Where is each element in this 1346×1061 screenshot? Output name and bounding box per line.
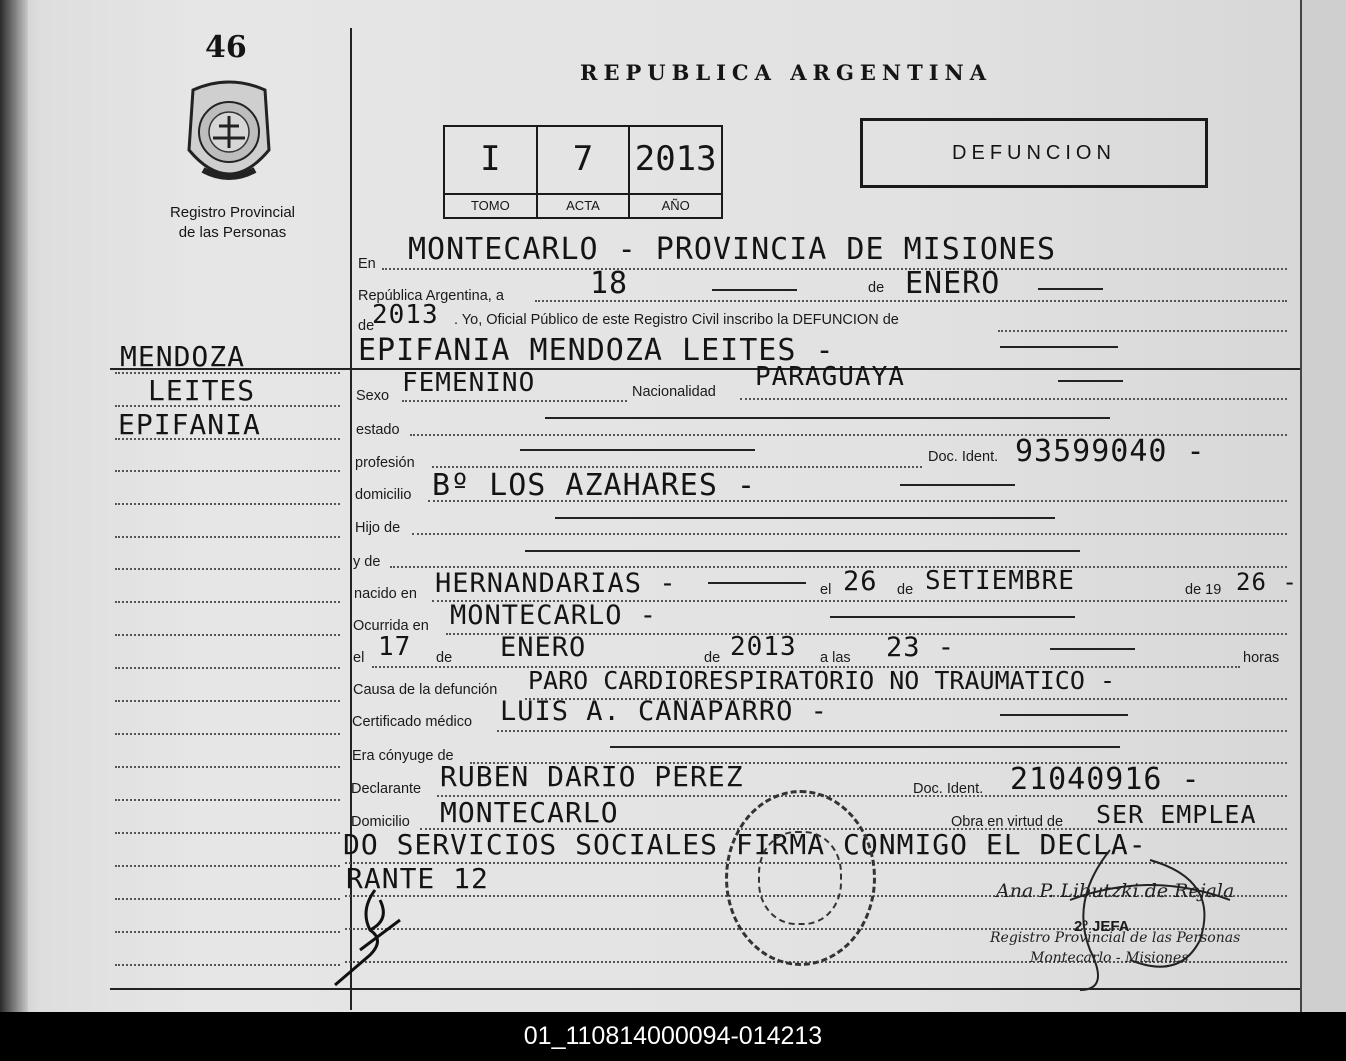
nacido-de-label: de <box>897 582 914 598</box>
death-hour: 23 - <box>886 632 956 663</box>
causa-label: Causa de la defunción <box>353 682 498 698</box>
tomo-label: TOMO <box>445 193 536 217</box>
certificate-value: LUIS A. CANAPARRO - <box>500 696 828 727</box>
republica-label: República Argentina, a <box>358 288 504 304</box>
declarant-signature-icon <box>330 880 410 990</box>
domicilio-value: Bº LOS AZAHARES - <box>432 468 757 503</box>
officer-title: 2º JEFA <box>1074 918 1130 935</box>
declaration-text: . Yo, Oficial Público de este Registro Civil inscribo la DEFUNCION de <box>454 312 899 328</box>
obra-value: SER EMPLEA <box>1096 800 1257 829</box>
fecha-de-label-2: de <box>704 650 721 666</box>
acta-value: 7 <box>572 139 594 179</box>
registry-name <box>140 203 325 243</box>
continuation-line-2: RANTE 12 <box>346 862 489 895</box>
domicilio-label: domicilio <box>355 487 412 503</box>
birth-year: 26 - <box>1236 568 1298 596</box>
margin-surname-1: MENDOZA <box>120 340 246 373</box>
acta-cell <box>538 127 631 217</box>
sexo-label: Sexo <box>356 388 390 404</box>
binding-shadow <box>0 0 28 1012</box>
provincial-seal-icon <box>183 80 275 188</box>
fecha-el-label: el <box>353 650 365 666</box>
nacionalidad-value: PARAGUAYA <box>755 362 905 392</box>
sexo-value: FEMENINO <box>402 368 536 398</box>
scan-id-bar <box>0 1012 1346 1061</box>
record-day: 18 <box>590 266 629 301</box>
deceased-name: EPIFANIA MENDOZA LEITES - <box>358 333 835 368</box>
domicilio2-label: Domicilio <box>351 814 410 830</box>
republica-de-label: de <box>868 280 885 296</box>
declarante-label: Declarante <box>351 781 422 797</box>
declarant-value: RUBEN DARIO PEREZ <box>440 760 744 793</box>
domicilio2-value: MONTECARLO <box>440 796 619 829</box>
death-place-value: MONTECARLO - <box>450 600 658 631</box>
place-value: MONTECARLO - PROVINCIA DE MISIONES <box>408 232 1057 267</box>
officer-office: Registro Provincial de las Personas <box>990 930 1241 946</box>
birth-month: SETIEMBRE <box>925 566 1075 596</box>
ocurrida-label: Ocurrida en <box>353 618 429 634</box>
country-title: REPUBLICA ARGENTINA <box>580 60 993 85</box>
doc-ident-value: 93599040 - <box>1015 434 1206 469</box>
doc-ident-label: Doc. Ident. <box>928 449 999 465</box>
nacido-label: nacido en <box>354 586 417 602</box>
officer-name: Ana P. Libutzki de Rejala <box>996 880 1235 902</box>
acta-label: ACTA <box>538 193 629 217</box>
year-de-label: de <box>358 318 375 334</box>
record-month: ENERO <box>905 266 1001 301</box>
birth-year-prefix: de 19 <box>1185 582 1222 598</box>
obra-label: Obra en virtud de <box>951 814 1064 830</box>
page-edge <box>1300 0 1346 1012</box>
nacido-el-label: el <box>820 582 832 598</box>
death-month: ENERO <box>500 632 587 663</box>
fecha-alas-label: a las <box>820 650 851 666</box>
death-day: 17 <box>378 632 412 662</box>
en-label: En <box>358 256 376 272</box>
scan-id: 01_110814000094-014213 <box>523 1022 823 1050</box>
continuation-line-1: DO SERVICIOS SOCIALES FIRMA CONMIGO EL DECLA- <box>343 828 1147 861</box>
officer-place: Montecarlo - Misiones <box>1030 950 1189 966</box>
margin-given-name: EPIFANIA <box>118 408 261 441</box>
cause-value: PARO CARDIORESPIRATORIO NO TRAUMATICO - <box>528 666 1115 695</box>
declarant-doc-value: 21040916 - <box>1010 762 1201 797</box>
record-year: 2013 <box>372 300 439 330</box>
profesion-label: profesión <box>355 455 415 471</box>
anio-value: 2013 <box>634 139 717 179</box>
record-reference-box <box>443 125 723 219</box>
declarant-doc-label: Doc. Ident. <box>913 781 984 797</box>
y-de-label: y de <box>353 554 381 570</box>
header-rule <box>110 368 1300 370</box>
registry-line-2: de las Personas <box>178 224 287 241</box>
hijo-de-label: Hijo de <box>355 520 401 536</box>
conyuge-label: Era cónyuge de <box>352 748 454 764</box>
fecha-de-label-1: de <box>436 650 453 666</box>
margin-surname-2: LEITES <box>148 374 256 407</box>
horas-label: horas <box>1243 650 1280 666</box>
estado-label: estado <box>356 422 400 438</box>
tomo-value: I <box>480 139 501 179</box>
anio-label: AÑO <box>630 193 721 217</box>
birthplace-value: HERNANDARIAS - <box>435 568 677 599</box>
birth-day: 26 <box>843 566 878 597</box>
nacionalidad-label: Nacionalidad <box>632 384 716 400</box>
official-stamp <box>725 790 876 966</box>
death-year: 2013 <box>730 632 797 662</box>
certificado-label: Certificado médico <box>352 714 473 730</box>
registry-line-1: Registro Provincial <box>169 204 296 221</box>
record-type-box: DEFUNCION <box>860 118 1208 188</box>
stamp-emblem-icon <box>758 831 842 925</box>
anio-cell <box>630 127 721 217</box>
tomo-cell <box>445 127 538 217</box>
page-number: 46 <box>205 30 247 65</box>
